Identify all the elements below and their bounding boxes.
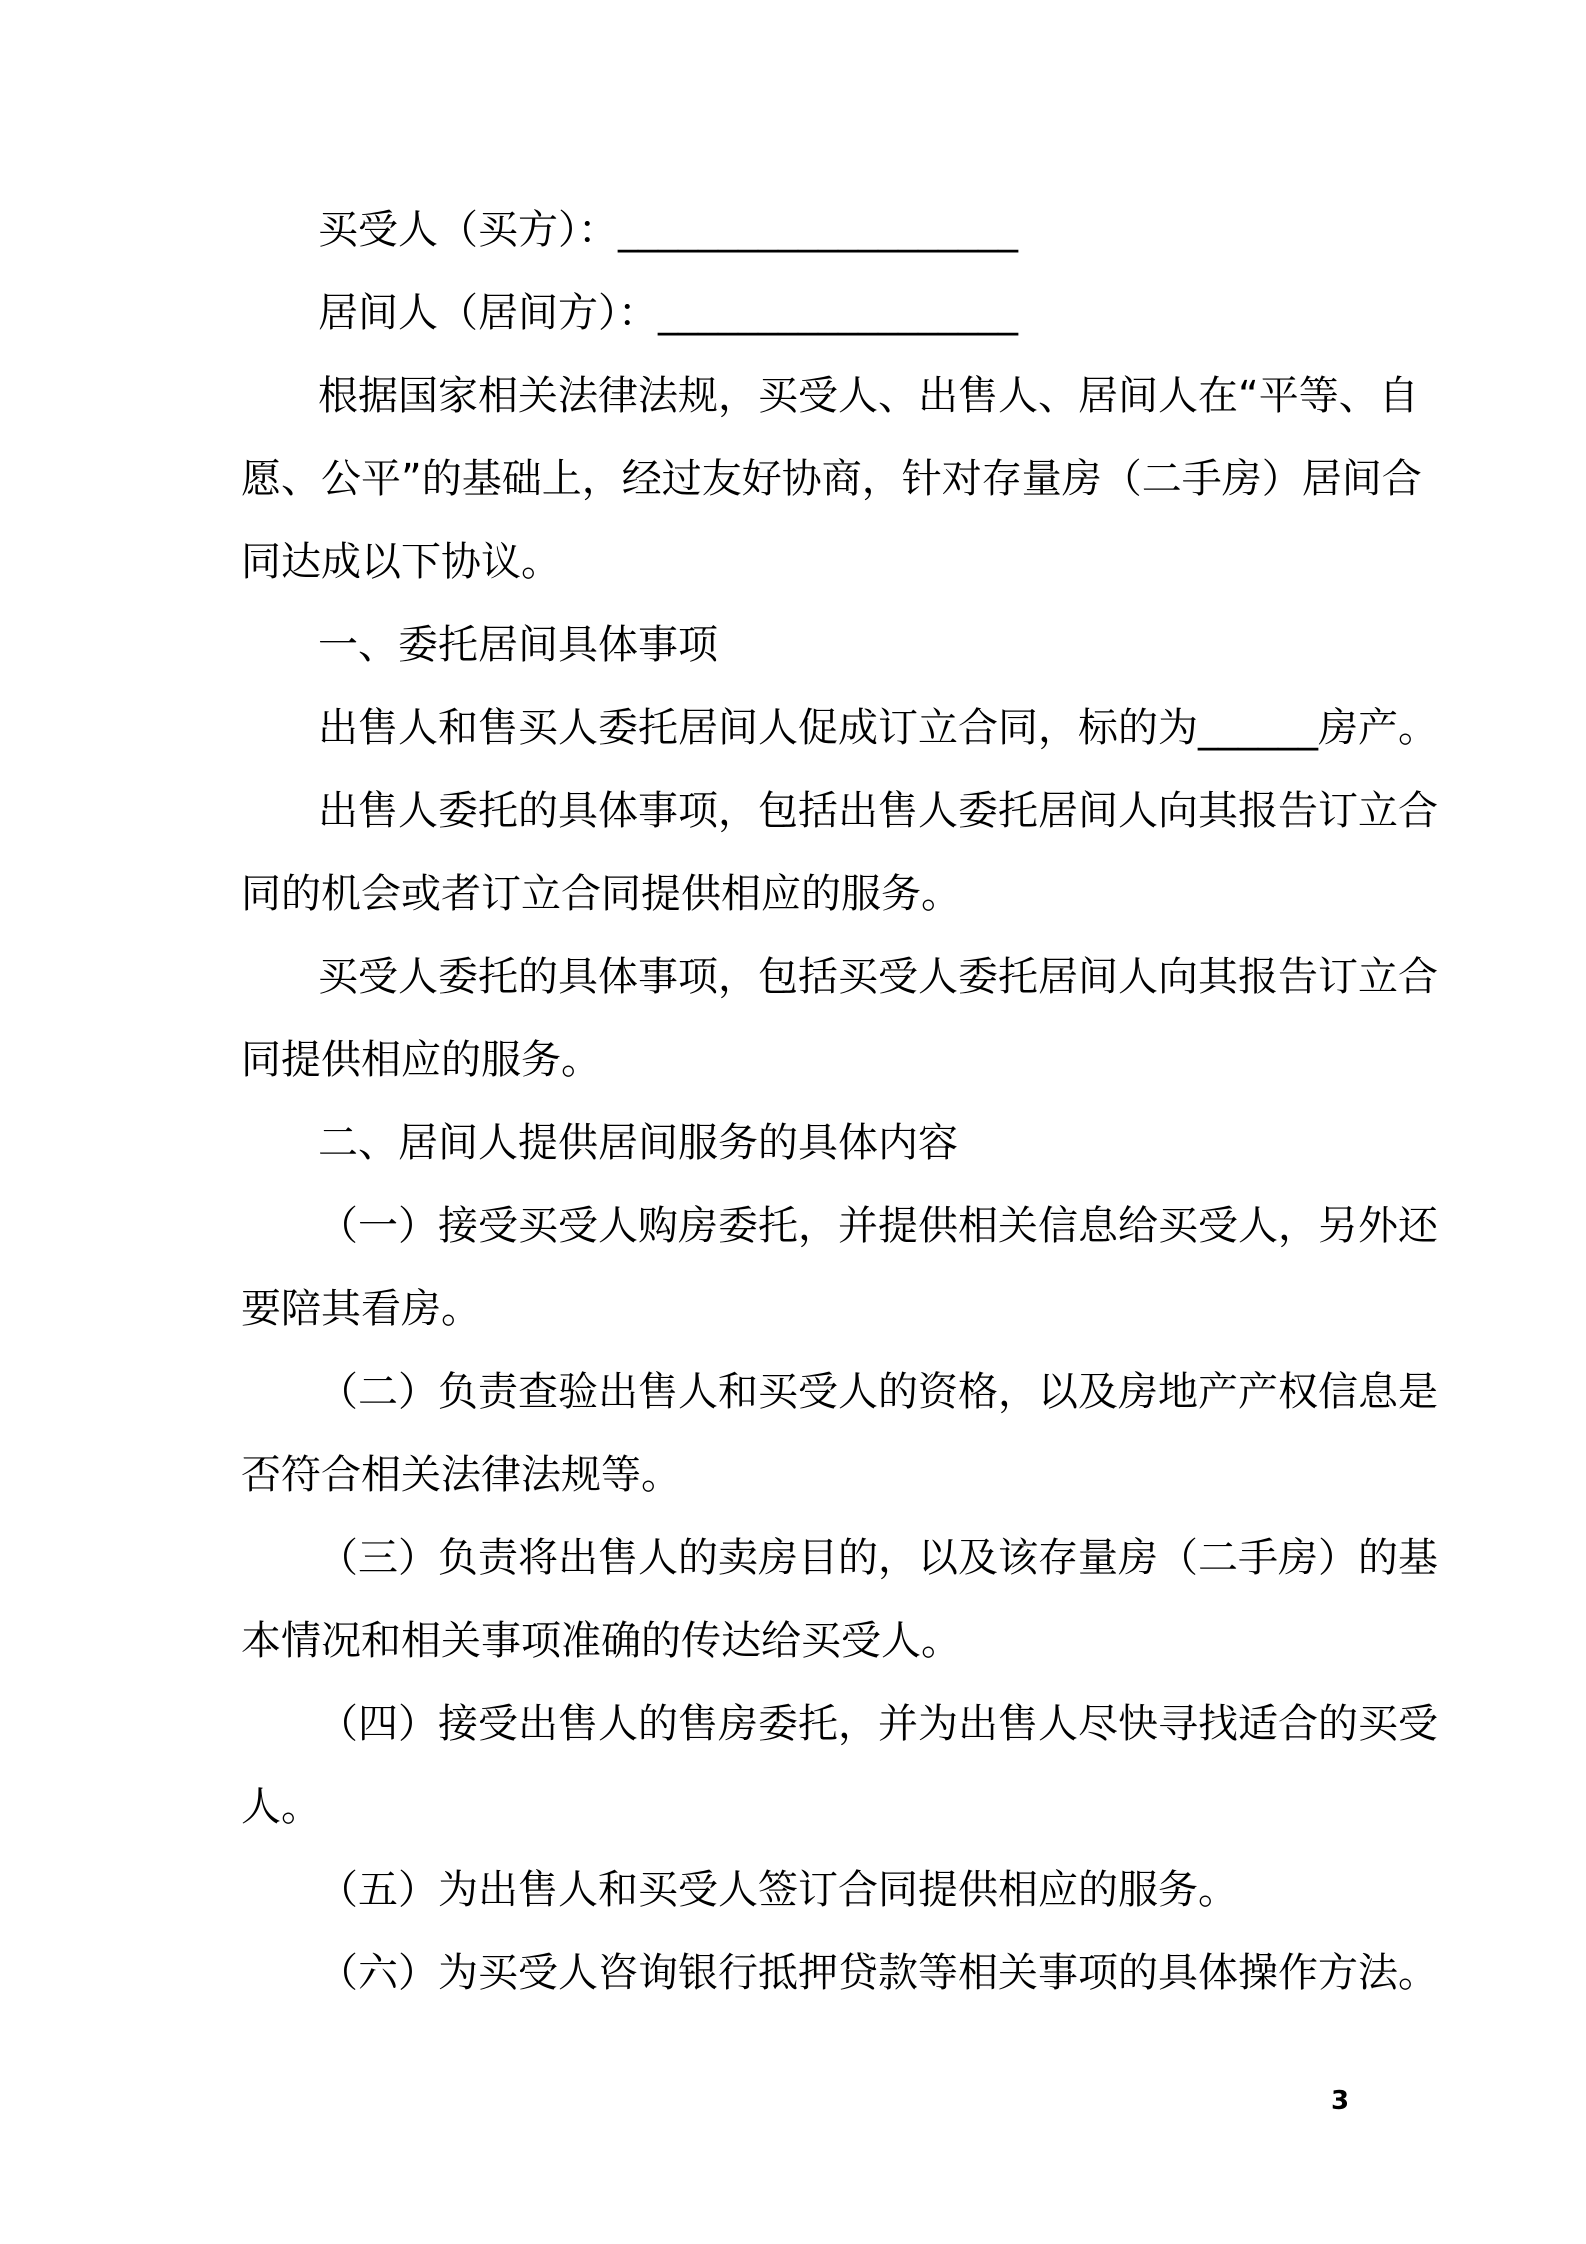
item-5-line: （五）为出售人和买受人签订合同提供相应的服务。: [318, 1867, 1238, 1913]
item-1-line-1: （一）接受买受人购房委托，并提供相关信息给买受人，另外还: [318, 1203, 1438, 1249]
section-1-paragraph-1: 出售人和售买人委托居间人促成订立合同，标的为______房产。: [318, 705, 1438, 751]
item-2-line-1: （二）负责查验出售人和买受人的资格，以及房地产产权信息是: [318, 1369, 1438, 1415]
item-4-line-2: 人。: [241, 1784, 321, 1830]
item-3-line-1: （三）负责将出售人的卖房目的，以及该存量房（二手房）的基: [318, 1535, 1438, 1581]
item-1-line-2: 要陪其看房。: [241, 1286, 481, 1332]
item-4-line-1: （四）接受出售人的售房委托，并为出售人尽快寻找适合的买受: [318, 1701, 1438, 1747]
item-6-line: （六）为买受人咨询银行抵押贷款等相关事项的具体操作方法。: [318, 1950, 1438, 1996]
buyer-line: 买受人（买方）：____________________: [318, 207, 1018, 253]
intro-paragraph-line-3: 同达成以下协议。: [241, 539, 561, 585]
section-1-paragraph-2-line-1: 出售人委托的具体事项，包括出售人委托居间人向其报告订立合: [318, 788, 1438, 834]
item-2-line-2: 否符合相关法律法规等。: [241, 1452, 681, 1498]
intro-paragraph-line-1: 根据国家相关法律法规，买受人、出售人、居间人在“平等、自: [318, 373, 1419, 419]
broker-line: 居间人（居间方）：__________________: [318, 290, 1018, 336]
item-3-line-2: 本情况和相关事项准确的传达给买受人。: [241, 1618, 961, 1664]
section-1-paragraph-2-line-2: 同的机会或者订立合同提供相应的服务。: [241, 871, 961, 917]
section-1-paragraph-3-line-2: 同提供相应的服务。: [241, 1037, 601, 1083]
section-1-heading: 一、委托居间具体事项: [318, 622, 718, 668]
section-2-heading: 二、居间人提供居间服务的具体内容: [318, 1120, 958, 1166]
intro-paragraph-line-2: 愿、公平”的基础上，经过友好协商，针对存量房（二手房）居间合: [241, 456, 1422, 502]
page-number: 3: [1331, 2086, 1350, 2116]
section-1-paragraph-3-line-1: 买受人委托的具体事项，包括买受人委托居间人向其报告订立合: [318, 954, 1438, 1000]
